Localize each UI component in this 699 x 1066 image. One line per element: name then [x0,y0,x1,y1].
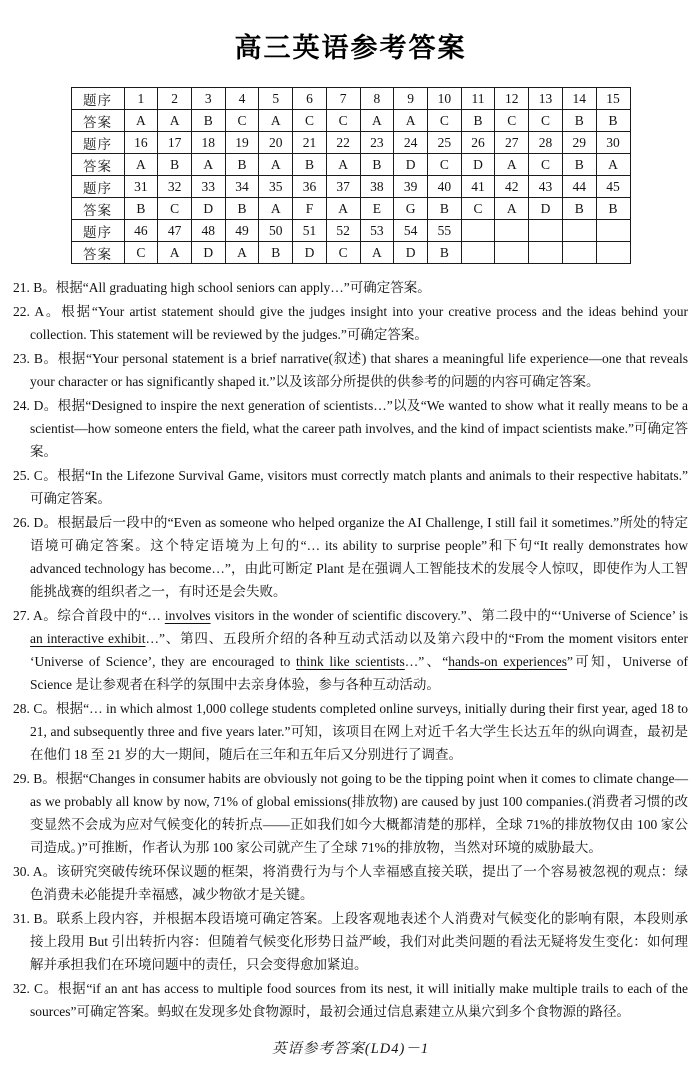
answer-cell: B [596,198,630,220]
answer-cell: C [427,110,461,132]
answer-cell: 37 [326,176,360,198]
answer-cell [461,242,495,264]
item-text [30,771,688,855]
answer-cell: E [360,198,394,220]
answer-cell: C [529,154,563,176]
answer-cell: 34 [225,176,259,198]
item-text [56,280,431,295]
answer-cell: C [293,110,327,132]
text-segment: …”、“ [404,654,449,669]
answer-cell: C [326,242,360,264]
answer-cell: 47 [158,220,192,242]
answer-cell: 53 [360,220,394,242]
underlined-phrase: involves [164,608,211,623]
answer-cell: 35 [259,176,293,198]
explanation-item [13,860,688,906]
item-text [30,911,688,972]
answer-table-row [71,176,630,198]
item-text [30,701,688,762]
text-segment: visitors in the wonder of scientific discovery.”、第二段中的“‘Universe of Science’ is [210,608,688,623]
answer-cell: C [529,110,563,132]
row-label: 答案 [71,198,124,220]
answer-cell: 14 [562,88,596,110]
answer-cell: A [495,154,529,176]
item-text [30,304,688,342]
answer-cell: 17 [158,132,192,154]
answer-table-row [71,220,630,242]
underlined-phrase: think like scientists [296,654,405,669]
answer-cell: A [124,154,158,176]
answer-cell: C [427,154,461,176]
answer-cell: A [326,154,360,176]
answer-cell: 13 [529,88,563,110]
row-label: 题序 [71,176,124,198]
item-text [30,515,688,599]
text-segment: 根据“Designed to inspire the next generation of scientists…”以及“We wanted to show what it really means to be a scientist—how someone enters the field, what the career path involves, and the kind of impact scientists make.”可确定答案。 [30,398,689,459]
answer-cell: 3 [191,88,225,110]
answer-cell [562,242,596,264]
answer-cell: 15 [596,88,630,110]
answer-cell: 24 [394,132,428,154]
answer-cell [495,220,529,242]
answer-cell: A [360,110,394,132]
answer-cell: 32 [158,176,192,198]
answer-cell: D [191,198,225,220]
answer-cell [495,242,529,264]
answer-cell: B [158,154,192,176]
answer-cell: 50 [259,220,293,242]
text-segment: 根据“… in which almost 1,000 college students completed online surveys, initially during their first year, aged 18 to 21, and subsequently three and five years later.”可知，该项目在网上对近千名大学生长达五年的纵向调查，最初是在他们 18 至 21 岁的大一期间，随后在三年和五年后又分别进行了调查。 [30,701,688,762]
answer-cell: 18 [191,132,225,154]
answer-cell: 20 [259,132,293,154]
answer-cell: 2 [158,88,192,110]
text-segment: 根据“In the Lifezone Survival Game, visitors must correctly match plants and animals to their respective habitats.”可确定答案。 [30,468,688,506]
answer-cell [562,220,596,242]
answer-cell: D [394,242,428,264]
answer-cell: B [124,198,158,220]
text-segment: ”可知，Universe of Science 是让参观者在科学的氛围中去亲身体验，参与各种互动活动。 [30,654,689,692]
answer-cell [529,242,563,264]
row-label: 答案 [71,242,124,264]
answer-cell: 51 [293,220,327,242]
row-label: 题序 [71,132,124,154]
answer-cell: 25 [427,132,461,154]
answer-cell: 21 [293,132,327,154]
answer-cell: A [360,242,394,264]
answer-cell: 43 [529,176,563,198]
answer-cell: 12 [495,88,529,110]
answer-cell: 1 [124,88,158,110]
item-number-answer: 32. C。 [13,981,58,996]
explanation-item [13,276,688,299]
text-segment: …”、第四、五段所介绍的各种互动式活动以及第六段中的“From the moment visitors enter ‘Universe of Science’, they are encouraged to [30,631,688,669]
item-number-answer: 29. B。 [13,771,56,786]
item-text [30,351,688,389]
explanation-item [13,347,688,393]
explanation-list [13,276,688,1023]
answer-cell: D [529,198,563,220]
answer-cell [461,220,495,242]
answer-table-row [71,110,630,132]
answer-cell: A [326,198,360,220]
text-segment: 该研究突破传统环保议题的框架，将消费行为与个人幸福感直接关联，提出了一个容易被忽视的观点：绿色消费未必能提升幸福感，减少物欲才是关键。 [30,864,688,902]
explanation-item [13,604,688,696]
answer-cell: A [158,110,192,132]
item-text [30,468,688,506]
answer-cell: A [259,110,293,132]
answer-cell: 46 [124,220,158,242]
underlined-phrase: an interactive exhibit [30,631,146,646]
item-number-answer: 22. A。 [13,304,62,319]
answer-cell: A [158,242,192,264]
answer-cell: 45 [596,176,630,198]
item-number-answer: 25. C。 [13,468,58,483]
answer-cell: 16 [124,132,158,154]
answer-cell: 55 [427,220,461,242]
answer-cell [596,220,630,242]
answer-cell: C [495,110,529,132]
item-number-answer: 31. B。 [13,911,57,926]
answer-cell: D [461,154,495,176]
row-label: 答案 [71,110,124,132]
answer-cell: A [259,154,293,176]
answer-cell: 48 [191,220,225,242]
answer-cell: 26 [461,132,495,154]
text-segment: 联系上段内容，并根据本段语境可确定答案。上段客观地表述个人消费对气候变化的影响有限，本段则承接上段用 But 引出转折内容：但随着气候变化形势日益严峻，我们对此类问题的看法无疑将发生变化：如何理解并承担我们在环境问题中的责任，只会变得愈加紧迫。 [30,911,688,972]
answer-cell: 6 [293,88,327,110]
row-label: 题序 [71,220,124,242]
answer-cell: 5 [259,88,293,110]
answer-cell: 31 [124,176,158,198]
answer-table-row [71,242,630,264]
answer-cell: D [293,242,327,264]
item-text [30,398,688,459]
explanation-item [13,767,688,859]
answer-cell: B [360,154,394,176]
item-number-answer: 26. D。 [13,515,58,530]
answer-cell: 9 [394,88,428,110]
answer-cell: C [124,242,158,264]
answer-cell: A [225,242,259,264]
answer-cell: 42 [495,176,529,198]
text-segment: 根据最后一段中的“Even as someone who helped organize the AI Challenge, I still fail it sometimes.”所处的特定语境可确定答案。这个特定语境为上句的“… its ability to surprise people”和下句“It really demonstrates how advanced technology has become…”，由此可断定 Plant 是在强调人工智能技术的发展令人惊叹，即使作为人工智能挑战赛的组织者之一，有时还是会失败。 [30,515,688,599]
text-segment: 根据“Changes in consumer habits are obviously not going to be the tipping point when it comes to climate change—as we probably all know by now, 71% of global emissions(排放物) are caused by just 100 companies.(消费者习惯的改变显然不会成为应对气候变化的转折点——正如我们如今大概都清楚的那样，全球 71%的排放物仅由 100 家公司造成。)”可推断，作者认为那 100 家公司就产生了全球 71%的排放物，当然对环境的威胁最大。 [30,771,688,855]
answer-table [71,87,631,264]
answer-cell: A [394,110,428,132]
answer-cell: B [596,110,630,132]
answer-cell: B [191,110,225,132]
answer-cell: 41 [461,176,495,198]
answer-cell: B [427,242,461,264]
explanation-item [13,907,688,976]
item-number-answer: 27. A。 [13,608,58,623]
answer-cell: B [259,242,293,264]
answer-cell [529,220,563,242]
answer-table-body [71,88,630,264]
answer-cell: 4 [225,88,259,110]
answer-cell: 10 [427,88,461,110]
item-text [30,864,688,902]
answer-cell: A [191,154,225,176]
item-number-answer: 23. B。 [13,351,58,366]
item-number-answer: 28. C。 [13,701,56,716]
answer-cell: B [461,110,495,132]
text-segment: 根据“Your artist statement should give the judges insight into your creative process and the ideas behind your collection. This statement will be reviewed by the judges.”可确定答案。 [30,304,688,342]
answer-cell: 44 [562,176,596,198]
answer-cell: C [158,198,192,220]
answer-table-row [71,132,630,154]
explanation-item [13,977,688,1023]
answer-table-row [71,198,630,220]
answer-cell: A [259,198,293,220]
answer-cell: F [293,198,327,220]
answer-cell: 29 [562,132,596,154]
explanation-item [13,697,688,766]
answer-cell: B [562,154,596,176]
answer-cell: 52 [326,220,360,242]
answer-cell: 8 [360,88,394,110]
answer-table-row [71,88,630,110]
answer-table-row [71,154,630,176]
answer-cell: C [326,110,360,132]
item-number-answer: 30. A。 [13,864,57,879]
explanation-item [13,300,688,346]
answer-cell: 28 [529,132,563,154]
answer-cell: A [495,198,529,220]
item-number-answer: 21. B。 [13,280,56,295]
answer-cell: D [394,154,428,176]
answer-cell: 39 [394,176,428,198]
answer-cell [596,242,630,264]
explanation-item [13,511,688,603]
underlined-phrase: hands-on experiences [448,654,567,669]
answer-cell: 38 [360,176,394,198]
answer-cell: A [124,110,158,132]
answer-cell: B [562,110,596,132]
answer-cell: 40 [427,176,461,198]
answer-cell: 7 [326,88,360,110]
answer-cell: 19 [225,132,259,154]
answer-cell: B [225,198,259,220]
explanation-item [13,394,688,463]
text-segment: 根据“Your personal statement is a brief narrative(叙述) that shares a meaningful life experience—one that reveals your character or has significantly shaped it.”以及该部分所提供的供参考的问题的内容可确定答案。 [30,351,688,389]
item-text [30,608,688,692]
text-segment: 根据“All graduating high school seniors can apply…”可确定答案。 [55,280,431,295]
answer-cell: A [596,154,630,176]
answer-cell: 30 [596,132,630,154]
answer-cell: B [293,154,327,176]
answer-cell: B [225,154,259,176]
answer-cell: 54 [394,220,428,242]
answer-cell: D [191,242,225,264]
answer-cell: 22 [326,132,360,154]
row-label: 题序 [71,88,124,110]
page-title: 高三英语参考答案 [234,33,467,63]
answer-cell: C [461,198,495,220]
page-footer: 英语参考答案(LD4)－1 [271,1041,430,1057]
answer-cell: 23 [360,132,394,154]
answer-cell: B [562,198,596,220]
explanation-item [13,464,688,510]
answer-cell: C [225,110,259,132]
item-text [30,981,688,1019]
answer-cell: 33 [191,176,225,198]
answer-cell: G [394,198,428,220]
answer-cell: 49 [225,220,259,242]
item-number-answer: 24. D。 [13,398,58,413]
answer-cell: 36 [293,176,327,198]
row-label: 答案 [71,154,124,176]
answer-cell: 27 [495,132,529,154]
text-segment: 根据“if an ant has access to multiple food sources from its nest, it will initially make multiple trails to each of the sources”可确定答案。蚂蚁在发现多处食物源时，最初会通过信息素建立从巢穴到多个食物源的路径。 [30,981,688,1019]
answer-cell: B [427,198,461,220]
answer-cell: 11 [461,88,495,110]
text-segment: 综合首段中的“… [57,608,165,623]
